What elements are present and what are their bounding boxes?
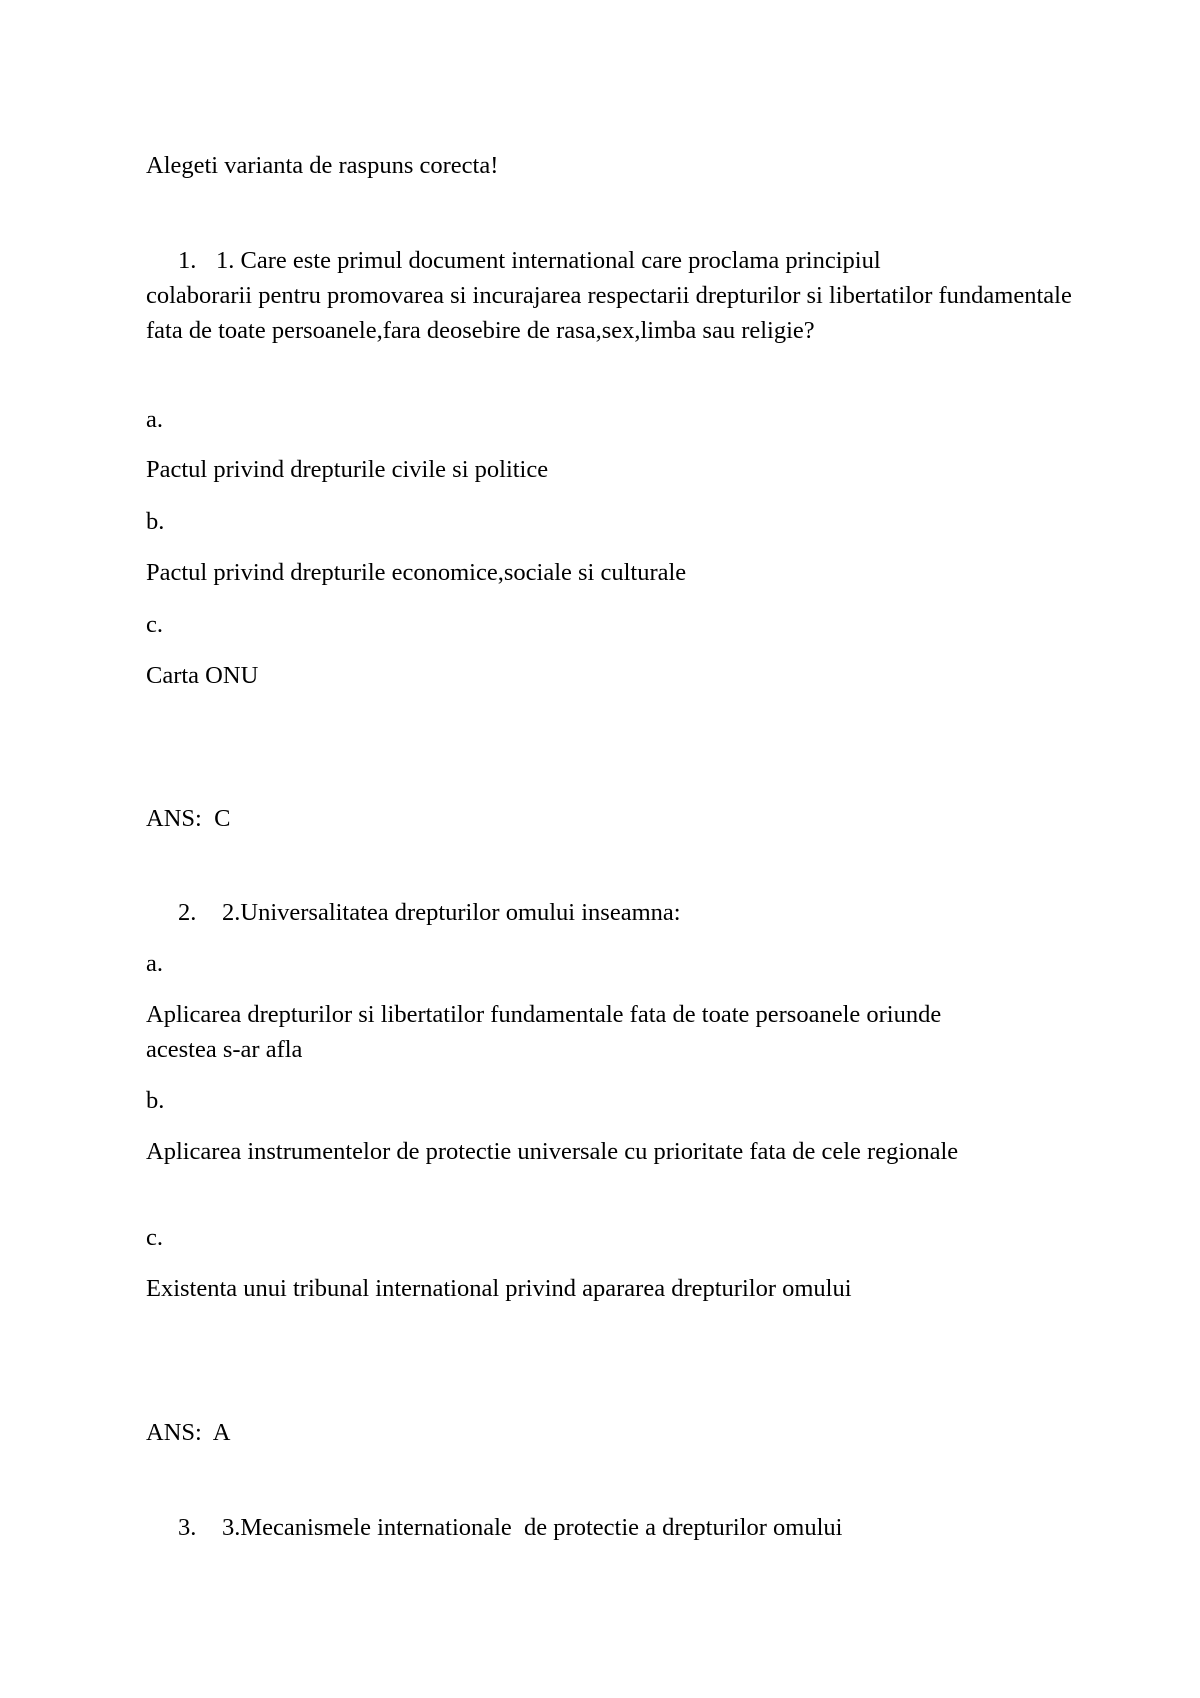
question-1-text-first-line: 1. Care este primul document international care proclama principiul [216, 247, 881, 274]
question-1-number: 1. [178, 247, 197, 274]
instruction-text: Alegeti varianta de raspuns corecta! [146, 152, 499, 179]
question-2-option-b-letter: b. [146, 1087, 165, 1114]
question-2-option-b-text: Aplicarea instrumentelor de protectie universale cu prioritate fata de cele regionale [146, 1138, 959, 1165]
question-1-answer: ANS: C [146, 805, 231, 832]
question-1-option-a-text: Pactul privind drepturile civile si politice [146, 456, 549, 483]
question-2-option-c-letter: c. [146, 1224, 163, 1251]
question-2-option-a-letter: a. [146, 950, 163, 977]
question-2-text: 2.Universalitatea drepturilor omului inseamna: [222, 899, 681, 926]
question-1-text-rest: colaborarii pentru promovarea si incurajarea respectarii drepturilor si libertatilor fundamentale fata de toate persoanele,fara deosebire de rasa,sex,limba sau religie? [146, 282, 1072, 344]
question-2-number: 2. [178, 899, 197, 926]
question-1-option-c-letter: c. [146, 611, 163, 638]
question-1-option-a-letter: a. [146, 406, 163, 433]
question-1-option-b-letter: b. [146, 508, 165, 535]
question-1-option-c-text: Carta ONU [146, 662, 259, 689]
question-3-text: 3.Mecanismele internationale de protectie a drepturilor omului [222, 1514, 843, 1541]
question-3-number: 3. [178, 1514, 197, 1541]
question-2-option-c-text: Existenta unui tribunal international privind apararea drepturilor omului [146, 1275, 852, 1302]
question-1-option-b-text: Pactul privind drepturile economice,sociale si culturale [146, 559, 687, 586]
question-2-answer: ANS: A [146, 1419, 231, 1446]
question-2-option-a-text: Aplicarea drepturilor si libertatilor fundamentale fata de toate persoanele oriunde acestea s-ar afla [146, 1001, 942, 1063]
